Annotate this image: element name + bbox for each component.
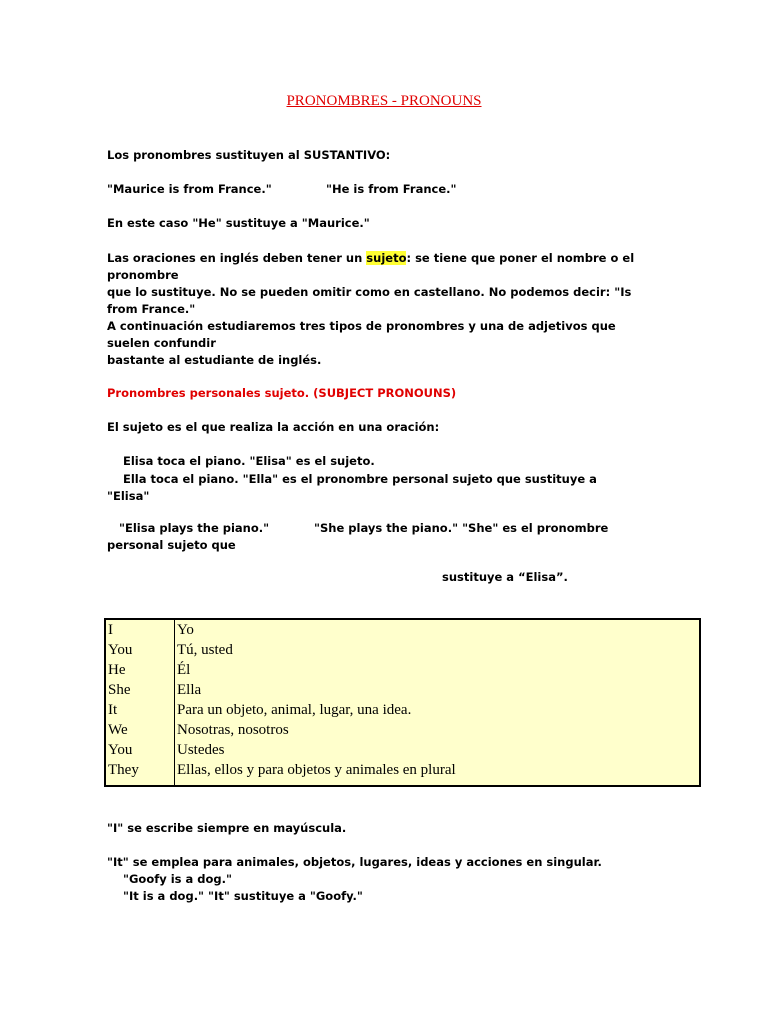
example-line: "Elisa" (107, 489, 150, 503)
example-line: personal sujeto que (107, 538, 236, 552)
example-line: Elisa toca el piano. "Elisa" es el sujeto. (123, 454, 375, 468)
paragraph-line: from France." (107, 302, 196, 316)
paragraph-line: A continuación estudiaremos tres tipos de pronombres y una de adjetivos que (107, 319, 616, 333)
sujeto-definition: El sujeto es el que realiza la acción en una oración: (107, 420, 440, 434)
note-line: "It" se emplea para animales, objetos, lugares, ideas y acciones en singular. (107, 855, 602, 869)
note-line: "I" se escribe siempre en mayúscula. (107, 821, 347, 835)
table-row: You Ustedes (108, 742, 225, 758)
intro-text: Los pronombres sustituyen al SUSTANTIVO: (107, 148, 391, 162)
highlighted-word: sujeto (366, 251, 407, 265)
example-line: "She plays the piano." "She" es el pronombre (314, 521, 609, 535)
page-title: PRONOMBRES - PRONOUNS (286, 93, 482, 109)
table-row: He Él (108, 662, 191, 678)
section-heading: Pronombres personales sujeto. (SUBJECT PRONOUNS) (107, 386, 457, 400)
example-line: "Goofy is a dog." (123, 872, 233, 886)
table-row: We Nosotras, nosotros (108, 722, 289, 738)
example-line: Ella toca el piano. "Ella" es el pronombre personal sujeto que sustituye a (123, 472, 597, 486)
example-maurice: "Maurice is from France." (107, 182, 272, 196)
caso-text: En este caso "He" sustituye a "Maurice." (107, 216, 370, 230)
example-line: sustituye a “Elisa”. (442, 570, 568, 584)
example-line: "It is a dog." "It" sustituye a "Goofy." (123, 889, 363, 903)
table-row: They Ellas, ellos y para objetos y animales en plural (108, 762, 456, 778)
paragraph-line: suelen confundir (107, 336, 216, 350)
pronouns-table (104, 618, 701, 787)
paragraph-line: que lo sustituye. No se pueden omitir como en castellano. No podemos decir: "Is (107, 285, 632, 299)
paragraph-line: Las oraciones en inglés deben tener un sujeto: se tiene que poner el nombre o el (107, 251, 635, 265)
table-row: It Para un objeto, animal, lugar, una idea. (108, 702, 412, 718)
table-row: I Yo (108, 622, 194, 638)
example-line: "Elisa plays the piano." (119, 521, 270, 535)
paragraph-line: bastante al estudiante de inglés. (107, 353, 322, 367)
table-row: She Ella (108, 682, 202, 698)
table-row: You Tú, usted (108, 642, 233, 658)
paragraph-line: pronombre (107, 268, 179, 282)
example-he: "He is from France." (326, 182, 457, 196)
